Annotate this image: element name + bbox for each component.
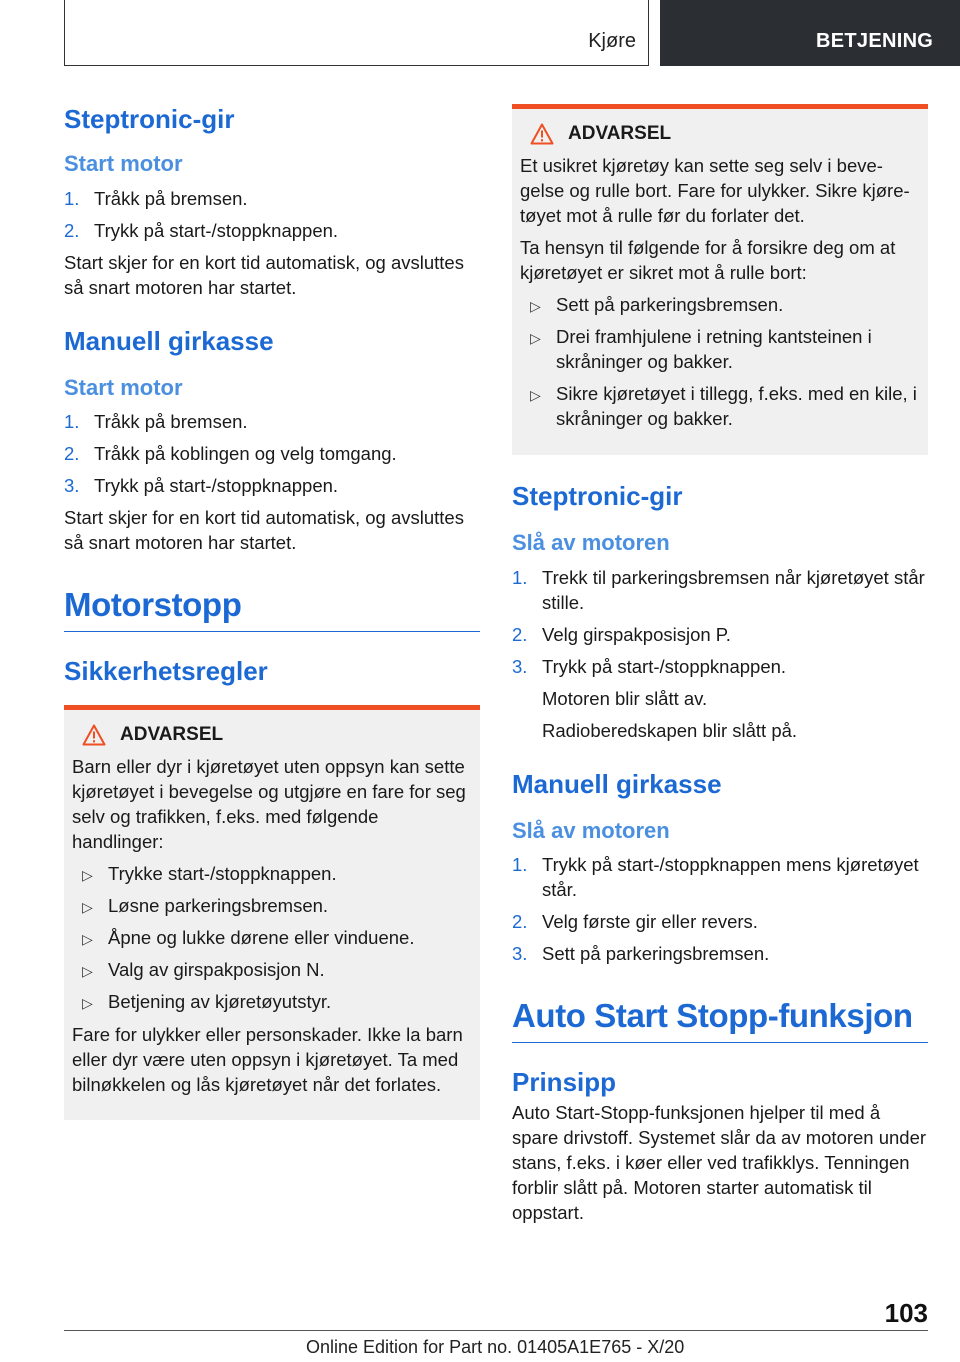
step-result: Radioberedskapen blir slått på.: [542, 719, 798, 741]
warning-box-children: [64, 705, 480, 1120]
steps-list-manual-start: [64, 409, 480, 498]
warning-label: ADVARSEL: [568, 123, 672, 144]
warning-label: ADVARSEL: [120, 723, 224, 745]
list-item: 3. Trykk på start-/stoppknappen. Motoren blir slått av. Radioberedskapen blir slått på.: [512, 654, 928, 743]
warning-box-rolling: [512, 104, 928, 455]
page-number: 103: [884, 1298, 928, 1328]
chapter-title: Kjøre: [588, 30, 636, 52]
list-item: ▷ Sett på parkeringsbremsen.: [520, 292, 920, 317]
heading-principle: Prinsipp: [512, 1066, 617, 1097]
list-item: ▷ Løsne parkeringsbremsen.: [72, 893, 472, 918]
list-item: ▷ Drei framhjulene i retning kantsteinen i skråninger og bakker.: [530, 326, 872, 372]
warning-triangle-icon: [530, 123, 554, 145]
heading-start-motor: Start motor: [64, 151, 183, 177]
triangle-bullet-icon: ▷: [82, 898, 93, 915]
header-section-box: [660, 0, 960, 66]
header-chapter-box: [64, 0, 649, 66]
heading-steptronic: Steptronic-gir: [512, 481, 683, 511]
heading-auto-start-stop: Auto Start Stopp-funksjon: [512, 996, 928, 1043]
steps-list-steptronic-start: [64, 186, 480, 243]
warning-paragraph: Et usikret kjøretøy kan sette seg selv i bevegelse og rulle bort. Fare for ulykker. Sikre kjøretøyet mot å rulle før du forlater det.: [520, 155, 910, 226]
heading-manual-gearbox: Manuell girkasse: [64, 325, 274, 356]
heading-safety-rules: Sikkerhetsregler: [64, 655, 268, 686]
list-item: 1. Trekk til parkeringsbremsen når kjøretøyet står stille.: [512, 566, 925, 613]
principle-text: Auto Start-Stopp-funksjonen hjelper til med å spare drivstoff. Systemet slår da av motoren under stans, f.eks. i køer eller ved trafikklys. Tenningen forblir slått på. Motoren starter automatisk til oppstart.: [512, 1101, 927, 1223]
list-item: 1. Tråkk på bremsen.: [64, 411, 248, 433]
triangle-bullet-icon: ▷: [530, 298, 541, 314]
list-item: 1. Tråkk på bremsen.: [64, 187, 248, 209]
triangle-bullet-icon: ▷: [82, 994, 93, 1011]
list-item: 2. Trykk på start-/stoppknappen.: [64, 219, 339, 241]
heading-motorstopp: Motorstopp: [64, 585, 480, 632]
warning-outro: Fare for ulykker eller personskader. Ikke la barn eller dyr være uten oppsyn i kjøretøyet. Ta med bilnøkkelen og lås kjøretøyet når det forlates.: [72, 1023, 463, 1095]
list-item: 3. Sett på parkeringsbremsen.: [512, 943, 770, 965]
warning-header: [72, 724, 472, 746]
left-column: [64, 100, 480, 1120]
heading-stop-engine: Slå av motoren: [512, 530, 670, 556]
triangle-bullet-icon: ▷: [530, 387, 541, 403]
step-result: Motoren blir slått av.: [542, 687, 708, 709]
list-item: 1. Trykk på start-/stoppknappen mens kjøretøyet står.: [512, 854, 919, 901]
list-item: ▷ Betjening av kjøretøyutstyr.: [72, 989, 472, 1014]
footer-edition: Online Edition for Part no. 01405A1E765 - X/20: [306, 1337, 685, 1357]
warning-list: [72, 861, 472, 1014]
warning-triangle-icon: [82, 724, 106, 746]
list-item: 2. Tråkk på koblingen og velg tomgang.: [64, 443, 397, 465]
warning-intro: Barn eller dyr i kjøretøyet uten oppsyn kan sette kjøretøyet i bevegelse og utgjøre en fare for seg selv og trafikken, f.eks. med følgende handlinger:: [72, 755, 466, 852]
right-column: [512, 100, 928, 1225]
start-note-manual: Start skjer for en kort tid automatisk, og avsluttes så snart motoren har startet.: [64, 507, 464, 554]
heading-steptronic: Steptronic-gir: [64, 104, 235, 134]
triangle-bullet-icon: ▷: [82, 866, 93, 883]
list-item: 2. Velg første gir eller revers.: [512, 911, 758, 933]
warning-list: [520, 292, 920, 431]
list-item: 3. Trykk på start-/stoppknappen.: [64, 475, 339, 497]
steps-list-manual-stop: [512, 852, 928, 966]
list-item: 2. Velg girspakposisjon P.: [512, 623, 731, 645]
section-title: BETJENING: [816, 30, 934, 52]
steps-list-steptronic-stop: [512, 565, 928, 743]
footer-divider: [64, 1330, 928, 1331]
heading-manual-gearbox: Manuell girkasse: [512, 768, 722, 799]
list-item: ▷ Trykke start-/stoppknappen.: [72, 861, 472, 886]
triangle-bullet-icon: ▷: [530, 330, 541, 346]
start-note: Start skjer for en kort tid automatisk, og avsluttes så snart motoren har startet.: [64, 251, 464, 298]
list-item: ▷ Valg av girspakposisjon N.: [72, 957, 472, 982]
list-item: ▷ Åpne og lukke dørene eller vinduene.: [72, 925, 472, 950]
heading-start-motor-manual: Start motor: [64, 374, 183, 400]
triangle-bullet-icon: ▷: [82, 930, 93, 947]
warning-paragraph: Ta hensyn til følgende for å forsikre deg om at kjøretøyet er sikret mot å rulle bort:: [520, 237, 896, 283]
triangle-bullet-icon: ▷: [82, 962, 93, 979]
list-item: ▷ Sikre kjøretøyet i tillegg, f.eks. med en kile, i skråninger og bakker.: [530, 383, 917, 429]
warning-header: [520, 123, 920, 145]
heading-stop-engine-manual: Slå av motoren: [512, 817, 670, 843]
